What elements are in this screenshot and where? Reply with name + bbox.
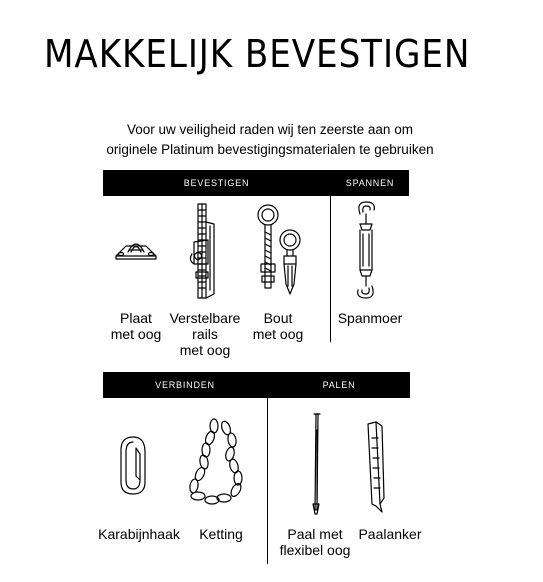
label-line: met oog [252,326,304,342]
intro-line-2: originele Platinum bevestigingsmaterialen te gebruiken [106,142,434,157]
label-ketting [192,526,250,542]
turnbuckle-icon [346,198,390,302]
label-line: Paalanker [358,526,422,542]
label-paalanker [354,526,426,542]
label-line: met oog [110,326,162,342]
section-divider [267,372,268,564]
label-line: Karabijnhaak [98,526,180,542]
label-line: Ketting [199,526,243,542]
section-header-palen: PALEN [268,372,410,398]
intro-line-1: Voor uw veiligheid raden wij ten zeerste aan om [127,122,413,137]
label-line: rails [192,326,218,342]
page-title: MAKKELIJK BEVESTIGEN [44,32,471,76]
label-line: met oog [179,342,231,358]
adjustable-rail-icon [186,202,222,302]
carabiner-icon [116,434,150,498]
plate-with-eye-icon [112,232,160,268]
eye-bolt-icon [252,202,308,298]
label-plaat-met-oog [104,310,168,342]
label-line: Paal met [287,526,343,542]
label-verstelbare-rails [164,310,246,358]
label-karabijnhaak [92,526,186,542]
label-paal-met-flexibel-oog [272,526,358,558]
label-line: Verstelbare [169,310,241,326]
section-header-verbinden: VERBINDEN [103,372,267,398]
section-header-bevestigen: BEVESTIGEN [103,170,330,196]
label-bout-met-oog [246,310,310,342]
section-header-spannen: SPANNEN [331,170,409,196]
label-line: flexibel oog [279,542,351,558]
pole-with-flexible-eye-icon [296,410,336,516]
intro-text [60,120,480,160]
label-line: Bout [263,310,293,326]
ground-anchor-icon [360,418,396,514]
label-line: Spanmoer [337,310,403,326]
chain-icon [182,418,254,506]
label-spanmoer [333,310,407,326]
label-line: Plaat [120,310,152,326]
section-divider [330,170,331,342]
